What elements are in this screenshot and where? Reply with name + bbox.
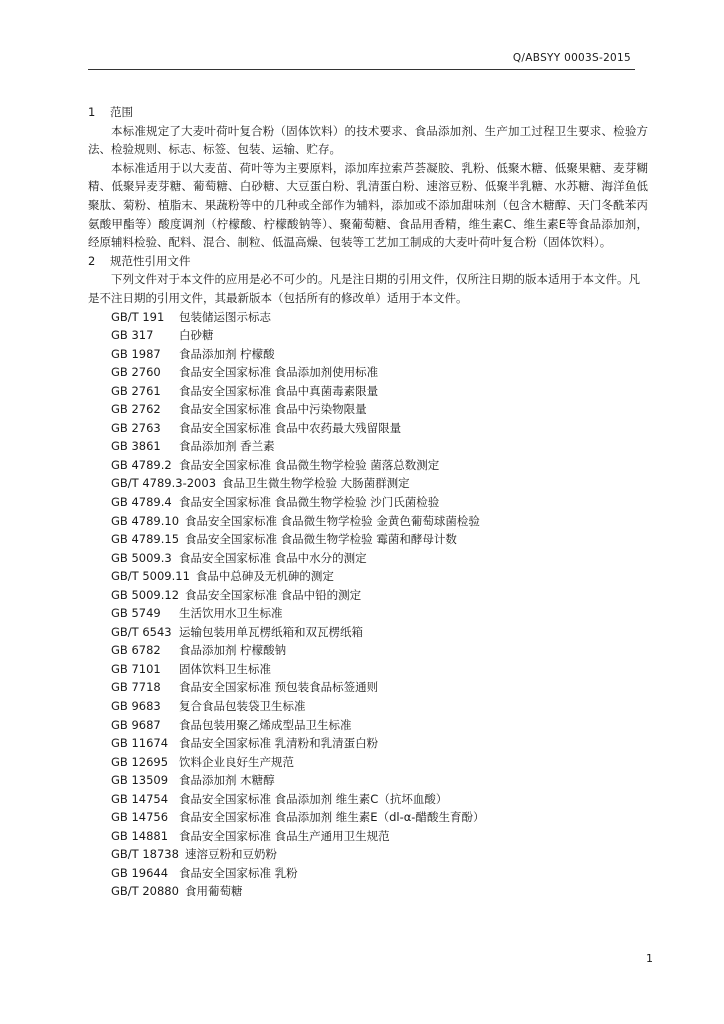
scope-paragraph-1: 本标准规定了大麦叶荷叶复合粉（固体饮料）的技术要求、食品添加剂、生产加工过程卫生要求、检验方法、检验规则、标志、标签、包装、运输、贮存。 — [88, 123, 648, 157]
reference-code: GB 19644 — [111, 865, 169, 880]
reference-title: 运输包装用单瓦楞纸箱和双瓦楞纸箱 — [179, 624, 363, 639]
reference-item — [111, 623, 648, 642]
reference-code: GB 9687 — [111, 717, 161, 732]
reference-title: 食品安全国家标准 食品微生物学检验 沙门氏菌检验 — [179, 495, 440, 509]
reference-title: 包装储运图示标志 — [179, 309, 271, 324]
section-1-heading — [88, 103, 648, 122]
reference-title: 食品安全国家标准 乳清粉和乳清蛋白粉 — [179, 736, 379, 751]
reference-code: GB 14754 — [111, 791, 169, 806]
reference-title: 食品安全国家标准 食品添加剂使用标准 — [179, 365, 379, 380]
reference-code: GB 1987 — [111, 346, 161, 361]
reference-code: GB 5009.12 — [111, 587, 180, 602]
reference-code: GB 7718 — [111, 680, 161, 695]
reference-code: GB 5749 — [111, 606, 161, 621]
reference-title: 食品安全国家标准 食品添加剂 维生素E（dl-α-醋酸生育酚） — [179, 810, 485, 825]
reference-item — [111, 382, 648, 401]
reference-item — [111, 697, 648, 716]
reference-code: GB/T 20880 — [111, 884, 179, 899]
reference-code: GB 4789.2 — [111, 457, 172, 472]
reference-item — [111, 493, 648, 512]
reference-title: 食品安全国家标准 预包装食品标签通则 — [179, 680, 379, 695]
reference-code: GB 14756 — [111, 810, 169, 825]
section-2-title: 规范性引用文件 — [110, 253, 191, 268]
references-intro: 下列文件对于本文件的应用是必不可少的。凡是注日期的引用文件，仅所注日期的版本适用于本文件。凡是不注日期的引用文件，其最新版本（包括所有的修改单）适用于本文件。 — [88, 272, 640, 305]
header-rule — [88, 69, 635, 70]
reference-code: GB 2761 — [111, 383, 161, 398]
reference-item — [111, 419, 648, 438]
reference-title: 食品添加剂 柠檬酸 — [179, 346, 275, 361]
reference-code: GB 4789.10 — [111, 513, 180, 528]
reference-item — [111, 345, 648, 364]
reference-item — [111, 308, 648, 327]
reference-item — [111, 716, 648, 735]
reference-code: GB 4789.15 — [111, 532, 180, 547]
reference-code: GB/T 6543 — [111, 624, 172, 639]
section-2-number: 2 — [88, 253, 96, 268]
document-body — [88, 103, 648, 901]
reference-item — [111, 641, 648, 660]
reference-code: GB 11674 — [111, 736, 169, 751]
reference-title: 食品安全国家标准 食品中铅的测定 — [185, 587, 362, 602]
reference-code: GB 5009.3 — [111, 550, 172, 565]
reference-title: 食品中总砷及无机砷的测定 — [195, 569, 334, 584]
reference-title: 生活饮用水卫生标准 — [179, 606, 283, 621]
reference-item — [111, 456, 648, 475]
reference-item — [111, 771, 648, 790]
reference-code: GB 2763 — [111, 420, 161, 435]
reference-title: 食品安全国家标准 食品添加剂 维生素C（抗坏血酸） — [179, 791, 448, 806]
reference-item — [111, 882, 648, 901]
reference-item — [111, 530, 648, 549]
reference-code: GB 7101 — [111, 661, 161, 676]
reference-item — [111, 549, 648, 568]
reference-code: GB/T 4789.3-2003 — [111, 476, 217, 491]
reference-title: 食品安全国家标准 食品微生物学检验 霉菌和酵母计数 — [185, 532, 457, 547]
reference-item — [111, 845, 648, 864]
reference-code: GB 13509 — [111, 773, 169, 788]
reference-title: 固体饮料卫生标准 — [179, 661, 271, 676]
reference-item — [111, 753, 648, 772]
reference-item — [111, 790, 648, 809]
reference-item — [111, 474, 648, 493]
reference-code: GB 14881 — [111, 828, 169, 843]
reference-item — [111, 586, 648, 605]
scope-paragraph-2: 本标准适用于以大麦苗、荷叶等为主要原料，添加库拉索芦荟凝胶、乳粉、低聚木糖、低聚果糖、麦芽糊精、低聚异麦芽糖、葡萄糖、白砂糖、大豆蛋白粉、乳清蛋白粉、速溶豆粉、低聚半乳糖、水苏糖、海洋鱼低聚肽、菊粉、植脂末、果蔬粉等中的几种或全部作为辅料，添加或不添加甜味剂（包含木糖醇、天门冬酰苯丙氨酸甲酯等）酸度调剂（柠檬酸、柠檬酸钠等）、聚葡萄糖、食品用香精，维生素C、维生素E等食品添加剂，经原辅料检验、配料、混合、制粒、低温高燥、包装等工艺加工制成的大麦叶荷叶复合粉（固体饮料）。 — [88, 160, 648, 250]
reference-item — [111, 567, 648, 586]
reference-title: 食品添加剂 香兰素 — [179, 439, 275, 454]
reference-code: GB 317 — [111, 328, 154, 343]
reference-item — [111, 604, 648, 623]
section-2-heading — [88, 252, 648, 271]
reference-code: GB 9683 — [111, 699, 161, 714]
reference-title: 食品安全国家标准 乳粉 — [179, 865, 298, 880]
reference-title: 速溶豆粉和豆奶粉 — [184, 847, 277, 862]
reference-code: GB 12695 — [111, 754, 169, 769]
reference-title: 食品包装用聚乙烯成型品卫生标准 — [179, 717, 352, 732]
reference-title: 食品安全国家标准 食品微生物学检验 金黄色葡萄球菌检验 — [185, 513, 480, 528]
reference-list — [88, 308, 648, 902]
reference-item — [111, 678, 648, 697]
reference-title: 食品安全国家标准 食品中真菌毒素限量 — [179, 383, 379, 398]
reference-item — [111, 660, 648, 679]
reference-item — [111, 363, 648, 382]
reference-title: 食品添加剂 木糖醇 — [179, 773, 275, 788]
reference-title: 白砂糖 — [179, 328, 214, 343]
reference-code: GB/T 18738 — [111, 847, 179, 862]
reference-code: GB 2760 — [111, 365, 161, 380]
page-number: 1 — [646, 952, 653, 965]
reference-title: 食品卫生微生物学检验 大肠菌群测定 — [222, 476, 410, 491]
reference-code: GB/T 5009.11 — [111, 569, 190, 584]
reference-code: GB 4789.4 — [111, 495, 172, 509]
reference-title: 食品添加剂 柠檬酸钠 — [179, 643, 287, 658]
reference-item — [111, 734, 648, 753]
reference-title: 食品安全国家标准 食品微生物学检验 菌落总数测定 — [179, 457, 440, 472]
document-code: Q/ABSYY 0003S-2015 — [512, 52, 631, 64]
reference-title: 复合食品包装袋卫生标准 — [179, 699, 306, 714]
reference-item — [111, 437, 648, 456]
reference-title: 食品安全国家标准 食品中农药最大残留限量 — [179, 420, 402, 435]
reference-item — [111, 400, 648, 419]
reference-code: GB 3861 — [111, 439, 161, 454]
reference-title: 食品安全国家标准 食品生产通用卫生规范 — [179, 828, 390, 843]
reference-code: GB 2762 — [111, 402, 161, 417]
reference-item — [111, 827, 648, 846]
reference-title: 食品安全国家标准 食品中水分的测定 — [179, 550, 367, 565]
reference-item — [111, 512, 648, 531]
reference-title: 食品安全国家标准 食品中污染物限量 — [179, 402, 367, 417]
reference-code: GB/T 191 — [111, 309, 165, 324]
section-1-number: 1 — [88, 105, 96, 119]
reference-title: 食用葡萄糖 — [184, 884, 243, 899]
reference-item — [111, 808, 648, 827]
reference-title: 饮料企业良好生产规范 — [179, 754, 294, 769]
reference-code: GB 6782 — [111, 643, 161, 658]
reference-item — [111, 326, 648, 345]
section-1-title: 范围 — [110, 105, 133, 119]
reference-item — [111, 864, 648, 883]
